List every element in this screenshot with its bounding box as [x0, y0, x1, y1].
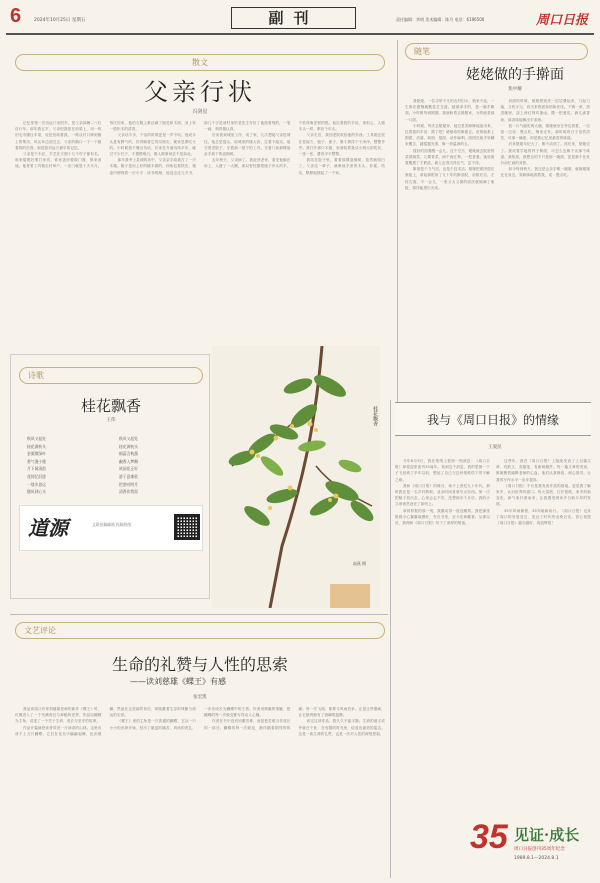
poem-line: 花间忆旧游 — [27, 473, 46, 479]
reflection-author: 王爱民 — [488, 445, 502, 450]
reflection-body — [395, 458, 591, 808]
review-paragraph: 我品读周口作家刘慈雄老师的新作《蝶王》时，仿佛进入了一个充满奇幻与神秘的世界，作品以蝴蝶为主角，讲述了一个关于生命、成长与坚守的故事。 — [15, 707, 102, 724]
reflection-paragraph: 拿到样报的那一刻，我激动得一夜没睡着。我把那张报纸小心翼翼地叠好，夹在书里，至今还珍藏着。从那以后，我便和《周口日报》结下了深厚的情谊。 — [395, 508, 490, 526]
review-paragraph: 作品开篇就把读者带进一片神奇的山林。这里有成千上万只蝴蝶，它们在花丛中翩翩起舞，色彩斑斓。然而在这美丽的背后，却隐藏着生存的残酷与命运的无常。 — [15, 707, 196, 736]
masthead-logo: 周口日报 — [536, 13, 589, 28]
poem-line: 秋风又起处 — [119, 436, 138, 441]
reflection-title-box — [395, 402, 591, 436]
essay1-paragraph: 父亲走后，我回老院收拾他的东西。工具箱还放在老地方，刨子、凿子、墨斗擦得干干净净，整整齐齐。我打开那只木箱，里面装着我从小到大的奖状，一张一张，叠得平平整整。 — [298, 133, 385, 157]
daoyuan-ad-subtitle: 文联投稿邮箱 投稿热线 — [92, 522, 132, 527]
reflection-title: 我与《周口日报》的情缘 — [426, 413, 559, 427]
poem-title: 桂花飘香 — [80, 397, 141, 415]
essay2-author: 焦中耀 — [508, 87, 522, 92]
lower-column-divider — [390, 400, 391, 878]
reflection-paragraph: 今年8月5日，我在报纸上看到一则消息：《周口日报》即将迎来创刊35周年。看到这个消息，我的思绪一下子飞回到了多年以前，想起了自己与这份报纸结下的不解之缘。 — [395, 459, 490, 482]
poem-stanza-left — [27, 435, 107, 496]
daoyuan-ad — [19, 505, 203, 551]
essay1-author: 冯剑星 — [192, 109, 208, 115]
anniversary-number: 35 — [470, 818, 508, 856]
column-divider — [397, 40, 398, 405]
essay1-column-banner: 散文 — [15, 54, 385, 71]
header-rule — [6, 33, 594, 35]
review-column-label: 文艺评论 — [24, 626, 56, 635]
page-header — [6, 5, 594, 31]
essay2-paragraph: 揉好的面要醒一会儿。这个空当，姥姥就去院里的菜园摘菜，几棵青菜，两个西红柿，一把香葱。她说面要醒透了才筋道，做人也得沉得住气，急不得。 — [405, 148, 495, 166]
poem-stanza-right — [119, 435, 199, 496]
qr-code-icon — [174, 514, 200, 540]
lower-section-rule — [10, 614, 388, 615]
issue-date: 2024年10月25日 星期五 — [34, 18, 86, 23]
review-subtitle: ——读刘慈雄《蝶王》有感 — [130, 677, 226, 686]
essay1-body — [15, 120, 385, 345]
review-column-banner — [15, 622, 385, 639]
essay1-paragraph: 后来我到城里工作，成了家，几次想接父亲进城住。他总是摇头，说城里的楼太高，住着不踏实。他守着老院子，守着那一屋子的工具，守着门前那棵他亲手栽下的泡桐树。 — [204, 133, 291, 157]
essay2-paragraph: 我一口气能吃两大碗，姥姥就坐在旁边看着，一边看一边说：慢点吃，锅里还有。那时候的日子虽然清苦，可那一碗面，却是我记忆里最香的味道。 — [500, 123, 590, 141]
essay1-paragraph: 去年秋天，父亲病了。我赶回老家，看见他躺在床上，人瘦了一大圈，那双曾经握着刨子斧头的手，干枯得像老树的根。他拉着我的手说，别担心，人跟木头一样，都有个年头。 — [204, 121, 385, 169]
essay1-paragraph: 父亲是个木匠，手艺在方圆十几个村子都有名。谁家娶媳妇要打家具，谁家盖房要做门窗，都来请他。他背着工具箱走村串户，一出门就是十天半月。每次回来，他的衣服上都沾满了刨花和木屑，身上有一股松木的清香。 — [15, 121, 196, 169]
anniversary-years: 1989.8.1—2024.8.1 — [514, 856, 559, 861]
review-author: 张宏凯 — [193, 695, 207, 700]
poem-line: 游子意难收 — [119, 473, 138, 479]
poem-author: 王伟 — [106, 418, 116, 423]
essay2-paragraph: 后来姥姥年纪大了，擀不动面了。再后来，姥姥走了。我试着学她的样子擀面，可怎么也擀不出那个味道。我知道，我想念的不只是那一碗面，更是那个在灶台前忙碌的身影。 — [500, 142, 590, 166]
reflection-paragraph: 35年风雨兼程，35年砥砺前行。《周口日报》记录了周口的发展变迁，见证了时代的沧桑巨变。衷心祝愿《周口日报》越办越好，再创辉煌！ — [496, 508, 591, 526]
page-number: 6 — [10, 5, 22, 27]
essay1-paragraph: 我站在院子里，看着那棵泡桐树，忽然就明白了，父亲这一辈子，就像他手里的木头，朴素、结实，默默地撑起了一个家。 — [298, 158, 385, 175]
essay2-paragraph: 我姥姥，一位寻常不凡的农村妇女，娘家不远，一生都在跟锅碗瓢盆打交道。她最拿手的，是一碗手擀面。小时候每到假期，我就盼着去姥姥家，为的就是那一口面。 — [405, 99, 495, 122]
poem-line: 随风到心头 — [27, 489, 46, 495]
poem-column-banner — [19, 367, 203, 384]
poem-column-label: 诗歌 — [28, 371, 44, 380]
osmanthus-photo-art — [212, 346, 380, 608]
essay1-paragraph: 那年我考上县城的高中，父亲亲手给我打了一只木箱。箱子是用上好的榆木做的，四角包着铁皮，箱盖内侧刻着一行小字：读书明理。他没念过几天书，那几个字是请村里的老先生写好了他照着刻的，一笔一画，刻得极认真。 — [109, 121, 291, 175]
review-paragraph: 《蝶王》里的主角是一只普通的蝴蝶，它从一只小小的虫卵开始，经历了破茧的痛苦、风雨的洗礼，一步步成长为蝴蝶中的王者。作者用细腻的笔触，把蝴蝶的每一次蜕变都写得动人心魄。 — [109, 707, 291, 730]
poem-line: 桂花满枝头 — [27, 443, 46, 449]
section-title — [231, 7, 356, 29]
poem-line: 细蕊含秋露 — [119, 451, 138, 457]
reflection-paragraph: 我和《周口日报》的缘分，始于上世纪九十年代。那时我还是一名乡村教师，业余时间喜欢写点东西。第一次把稿子投出去，心里忐忑不安，没想到半个月后，我的小文章竟然登在了副刊上。 — [395, 483, 490, 507]
poem-line: 清香伴我留 — [119, 489, 138, 495]
poem-line: 故园花正好 — [119, 466, 138, 472]
anniversary-note: 周口日报创刊35周年纪念 — [514, 847, 565, 852]
essay2-column-label: 随笔 — [414, 47, 430, 56]
poem-block — [10, 354, 210, 599]
daoyuan-ad-logo: 道源 — [28, 516, 68, 540]
essay2-title: 姥姥做的手擀面 — [466, 67, 564, 83]
photo-caption: 桂花飘香 — [372, 406, 378, 426]
essay2-paragraph: 擀面是个力气活，也是个技术活。姥姥把面团放在案板上，拿起那根用了几十年的擀面杖，前推后拉，左转右旋，不一会儿，一张又大又薄的面皮就铺满了案板，薄得能透出光来。 — [405, 167, 495, 190]
reflection-paragraph: 这些年，我在《周口日报》上陆续发表了上百篇文章，有散文、有随笔、有新闻稿件。每一篇文章的发表，都凝聚着编辑老师的心血。他们认真修改，耐心指导，让我的写作水平一步步提高。 — [496, 459, 591, 482]
poem-line: 把酒对明月 — [119, 481, 138, 487]
poem-line: 香气漫小楼 — [27, 458, 46, 464]
poem-line: 金粟缀绿叶 — [27, 451, 46, 457]
osmanthus-photo — [212, 346, 380, 608]
essay1-paragraph: 父亲话不多，干活的时候更是一声不吭。他说木头是有脾气的，你得顺着它的纹理走，硬来是要吃亏的。小时候我不懂这句话，后来在外面闯荡多年，碰过不少钉子，才慢慢明白，做人做事何尝不是如此。 — [109, 133, 196, 157]
essay1-paragraph: 记忆里第一次出远门坐的车，是父亲那辆二八杠自行车。那年我五岁，父亲把我放在前梁上，用一块旧毛巾缠住车梁，说是怕硌着我。一路从村口骑到镇上的集市，风从耳边刮过去，父亲的胸口一下一下碰着我的后背，那是我对远方最早的记忆。 — [15, 121, 102, 150]
editor-credits: 责任编辑：李明 美术编辑：陈月 电话：6196500 — [396, 17, 485, 22]
essay2-body — [405, 98, 590, 398]
review-paragraph: 作者在书中没有回避苦难，而是把苦难当作成长的一部分。蝴蝶的每一次蜕变，都伴随着剧烈的疼痛；每一次飞翔，都要与风雨抗争。正是这些磨砺，让它最终拥有了斑斓的翅膀。 — [204, 707, 385, 730]
anniversary-slogan: 见证·成长 — [514, 826, 580, 844]
review-paragraph: 读完这部作品，我久久不能平静。生命的意义或许就在于此：在有限的时光里，绽放出最美的姿态。这是一曲生命的礼赞，也是一次对人性的深刻思索。 — [298, 719, 385, 736]
essay2-paragraph: 小时候，每次去姥姥家，她总是笑眯眯地迎出来，拉着我的手说：饿了吧？姥姥给你擀面去。说着就系上围裙，舀面、和面、揉面，动作麻利。面团在她手里翻来覆去，越揉越光滑，像一块温润的玉。 — [405, 123, 495, 147]
essay2-paragraph: 如今每到秋天，我还是会亲手擀一碗面，就像姥姥还在身边，笑眯眯地看着我，说：慢点吃。 — [500, 167, 590, 178]
essay2-paragraph: 切面的时候，姥姥把面皮一层层叠起来，刀起刀落，又快又匀，切出来的面条细如丝线。下锅一滚，捞进碗里，浇上西红柿鸡蛋卤，撒一把葱花，滴几滴香油，那香味能飘出半条街。 — [500, 99, 590, 122]
review-title: 生命的礼赞与人性的思索 — [111, 655, 288, 674]
poem-line: 一缕乡思远 — [27, 481, 46, 487]
essay2-column-banner — [405, 43, 588, 60]
poem-line: 桂花满枝头 — [119, 443, 138, 449]
review-body — [15, 706, 385, 876]
photo-credit: 高燕 摄 — [352, 561, 366, 566]
reflection-paragraph: 《周口日报》不仅是我发表作品的园地，更是我了解家乡、认识世界的窗口。每天清晨，打开报纸，家乡的新变化、新气象扑面而来，让我感受到家乡日新月异的发展。 — [496, 483, 591, 507]
poem-line: 幽香入梦稠 — [119, 458, 138, 464]
poem-line: 月下闻清韵 — [27, 466, 46, 472]
essay1-title: 父亲行状 — [144, 78, 256, 106]
poem-line: 秋风又起处 — [27, 436, 46, 441]
anniversary-logo — [470, 818, 595, 878]
section-title-text: 副刊 — [268, 9, 319, 27]
